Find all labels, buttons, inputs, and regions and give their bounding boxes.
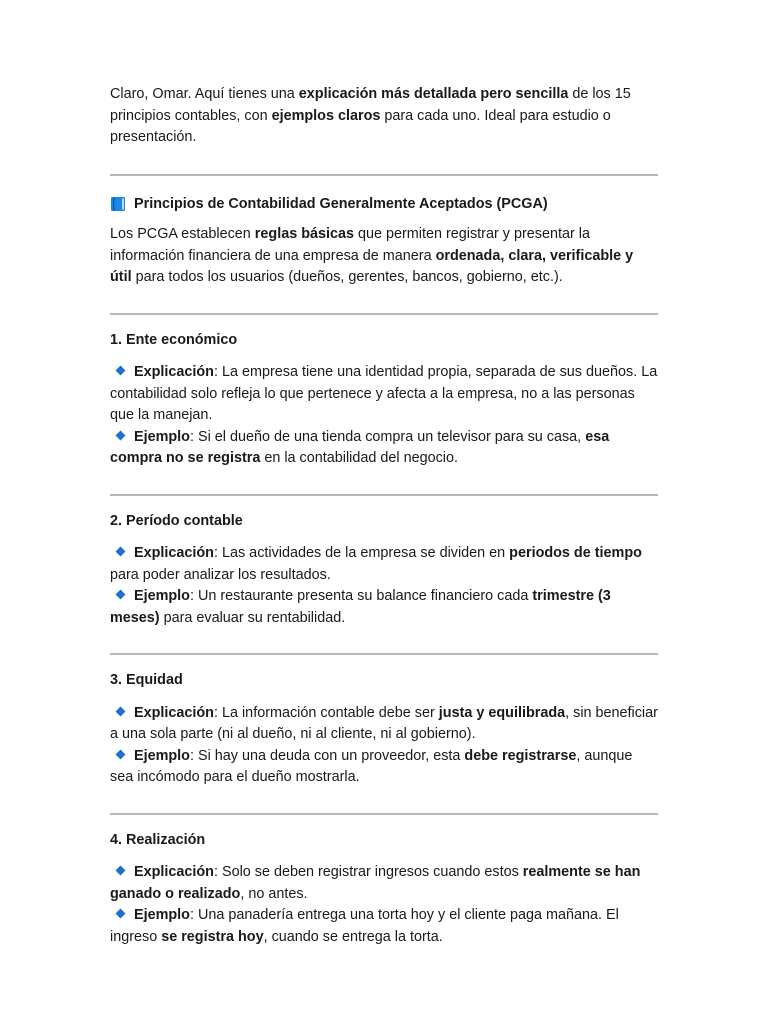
pcga-bold-2: ordenada, clara, verificable y útil xyxy=(110,247,634,285)
colon: : xyxy=(189,907,198,923)
blue-diamond-icon xyxy=(116,749,126,759)
principle-title: 3. Equidad xyxy=(110,672,183,688)
example-text: Una panadería entrega una torta hoy y el cliente paga mañana. El ingreso xyxy=(110,907,619,945)
example-line xyxy=(110,586,658,629)
divider xyxy=(110,813,658,815)
blue-book-icon xyxy=(110,196,126,212)
principle-title: 4. Realización xyxy=(110,831,206,848)
principle-body xyxy=(110,862,658,948)
example-bold: se registra hoy xyxy=(161,928,264,945)
explanation-line xyxy=(110,362,658,427)
example-label: Ejemplo xyxy=(134,907,190,923)
principle-section-4 xyxy=(110,830,658,949)
pcga-text-3: para todos los usuarios (dueños, gerentes, bancos, gobierno, etc.). xyxy=(131,269,563,285)
divider xyxy=(110,653,658,655)
colon: : xyxy=(189,747,198,764)
example-text-end: para evaluar su rentabilidad. xyxy=(159,609,346,626)
divider xyxy=(110,174,658,176)
example-bold: debe registrarse xyxy=(464,747,577,764)
example-label: Ejemplo xyxy=(134,747,190,764)
pcga-text-2: que permiten registrar y presentar la información financiera de una empresa de manera xyxy=(110,226,590,264)
colon: : xyxy=(213,364,222,380)
principle-section-1 xyxy=(110,330,658,470)
example-text-end: , cuando se entrega la torta. xyxy=(263,928,443,945)
explanation-text-end: para poder analizar los resultados. xyxy=(110,566,331,583)
explanation-text: Solo se deben registrar ingresos cuando estos xyxy=(221,864,523,880)
example-line xyxy=(110,746,658,789)
colon: : xyxy=(189,428,198,445)
pcga-text-1: Los PCGA establecen xyxy=(110,226,255,242)
pcga-heading xyxy=(110,194,658,216)
explanation-line xyxy=(110,862,658,905)
blue-diamond-icon xyxy=(116,430,126,440)
colon: : xyxy=(189,588,198,604)
colon: : xyxy=(213,704,222,721)
example-line xyxy=(110,905,658,948)
explanation-text-end: , no antes. xyxy=(240,885,308,902)
explanation-bold: periodos de tiempo xyxy=(509,545,642,561)
pcga-title: Principios de Contabilidad Generalmente Aceptados (PCGA) xyxy=(134,195,548,212)
blue-diamond-icon xyxy=(116,590,126,600)
explanation-label: Explicación xyxy=(134,864,214,880)
blue-diamond-icon xyxy=(116,366,126,376)
example-bold: trimestre (3 meses) xyxy=(110,588,611,626)
intro-text-2: de los 15 principios contables, con xyxy=(110,86,631,124)
blue-diamond-icon xyxy=(116,909,126,919)
explanation-label: Explicación xyxy=(134,364,214,380)
principle-body xyxy=(110,543,658,629)
divider xyxy=(110,313,658,315)
intro-text-3: para cada uno. Ideal para estudio o presentación. xyxy=(110,107,611,145)
example-text: Si el dueño de una tienda compra un televisor para su casa, xyxy=(197,428,586,445)
principle-title: 2. Período contable xyxy=(110,512,243,529)
principle-body xyxy=(110,703,658,789)
explanation-text: Las actividades de la empresa se dividen en xyxy=(221,545,510,561)
principle-section-2 xyxy=(110,511,658,630)
blue-diamond-icon xyxy=(116,866,126,876)
explanation-label: Explicación xyxy=(134,545,214,561)
explanation-line xyxy=(110,703,658,746)
explanation-text-end: , sin beneficiar a una sola parte (ni al dueño, ni al cliente, ni al gobierno). xyxy=(110,704,658,742)
example-bold: esa compra no se registra xyxy=(110,428,610,466)
explanation-line xyxy=(110,543,658,586)
principle-body xyxy=(110,362,658,470)
explanation-bold: justa y equilibrada xyxy=(438,704,566,721)
explanation-bold: realmente se han ganado o realizado xyxy=(110,864,641,902)
intro-bold-2: ejemplos claros xyxy=(271,107,381,124)
pcga-bold-1: reglas básicas xyxy=(254,226,354,242)
example-text: Un restaurante presenta su balance financiero cada xyxy=(197,588,533,604)
colon: : xyxy=(213,864,222,880)
principle-title: 1. Ente económico xyxy=(110,331,238,348)
principle-section-3 xyxy=(110,670,658,789)
divider xyxy=(110,494,658,496)
pcga-description xyxy=(110,224,658,289)
blue-diamond-icon xyxy=(116,547,126,557)
colon: : xyxy=(213,545,222,561)
example-line xyxy=(110,427,658,470)
intro-paragraph xyxy=(110,84,658,149)
explanation-text: La empresa tiene una identidad propia, separada de sus dueños. La contabilidad solo refleja lo que pertenece y afecta a la empresa, no a las personas que la manejan. xyxy=(110,364,658,423)
example-label: Ejemplo xyxy=(134,588,190,604)
example-text-end: , aunque sea incómodo para el dueño mostrarla. xyxy=(110,747,633,785)
intro-text-1: Claro, Omar. Aquí tienes una xyxy=(110,86,299,102)
explanation-label: Explicación xyxy=(134,704,214,721)
blue-diamond-icon xyxy=(116,706,126,716)
example-label: Ejemplo xyxy=(134,428,190,445)
example-text-end: en la contabilidad del negocio. xyxy=(260,450,458,466)
intro-bold-1: explicación más detallada pero sencilla xyxy=(298,86,569,102)
example-text: Si hay una deuda con un proveedor, esta xyxy=(197,747,465,764)
explanation-text: La información contable debe ser xyxy=(221,704,439,721)
document-page xyxy=(110,84,658,972)
